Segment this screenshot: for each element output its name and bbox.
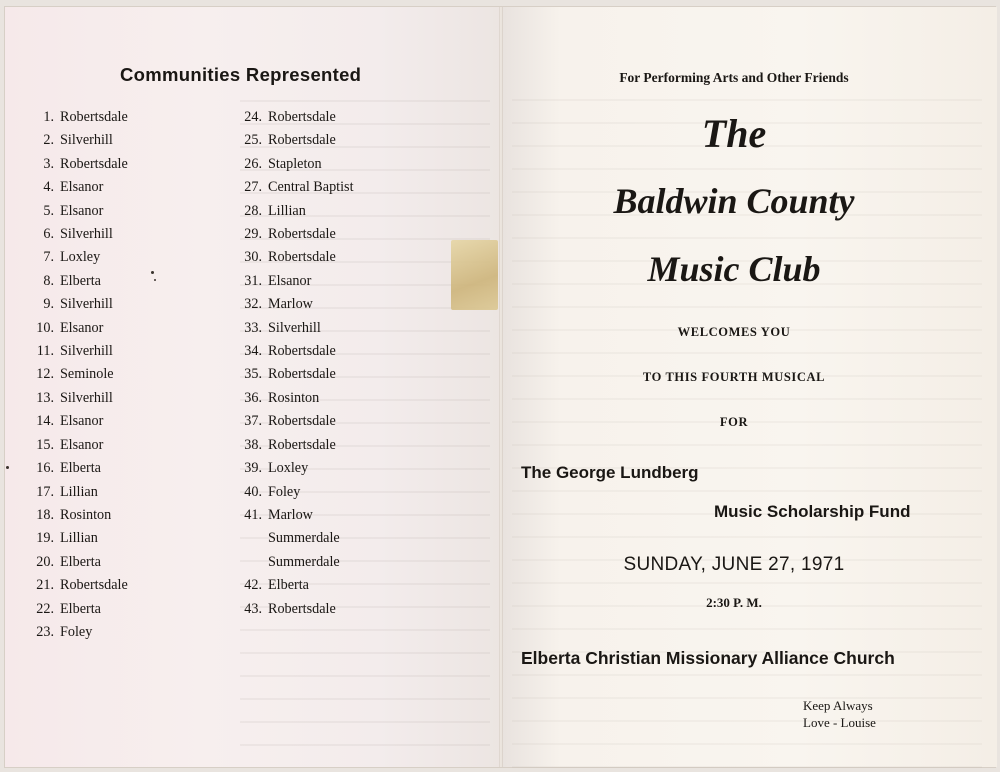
entry-community: Robertsdale (268, 249, 336, 266)
scholarship-fund: Music Scholarship Fund (714, 502, 911, 521)
entry-community: Lillian (60, 530, 98, 547)
entry-number: 1. (43, 109, 54, 125)
event-date: SUNDAY, JUNE 27, 1971 (623, 554, 845, 575)
community-entry (28, 106, 128, 129)
fourth-musical: TO THIS FOURTH MUSICAL (642, 370, 826, 384)
entry-number: 34. (244, 343, 262, 360)
friends-line: For Performing Arts and Other Friends (619, 70, 849, 85)
entry-number: 5. (43, 202, 54, 219)
entry-community: Elberta (60, 553, 101, 570)
entry-community: Robertsdale (268, 436, 336, 453)
community-entry (236, 317, 354, 340)
title-music-club: Music Club (647, 249, 821, 289)
entry-community: Loxley (60, 249, 101, 266)
community-entry (236, 457, 354, 480)
entry-community: Elberta (60, 600, 101, 617)
entry-number: 37. (244, 413, 262, 430)
community-entry (28, 200, 128, 223)
entry-number: 35. (244, 366, 262, 383)
community-entry (236, 129, 354, 152)
community-entry (28, 457, 128, 480)
entry-community: Elsanor (268, 272, 312, 289)
entry-number: 41. (244, 506, 262, 523)
welcomes-you: WELCOMES YOU (677, 325, 791, 339)
community-entry (28, 504, 128, 527)
community-entry (236, 293, 354, 316)
entry-number: 8. (43, 272, 54, 289)
entry-community: Loxley (268, 460, 309, 477)
entry-number: 10. (36, 319, 54, 336)
community-entry (28, 434, 128, 457)
entry-number: 42. (244, 577, 262, 594)
entry-community: Silverhill (60, 296, 113, 313)
entry-community: Silverhill (60, 389, 113, 406)
entry-community: Robertsdale (60, 109, 128, 125)
entry-number: 40. (244, 483, 262, 500)
entry-number: 16. (36, 460, 54, 477)
community-entry (28, 574, 128, 597)
entry-number: 21. (36, 577, 54, 594)
community-entry (236, 340, 354, 363)
community-entry (28, 246, 128, 269)
community-entry (28, 317, 128, 340)
community-entry (236, 434, 354, 457)
note-line-2: Love - Louise (803, 715, 876, 730)
entry-number: 7. (43, 249, 54, 266)
entry-number: 22. (36, 600, 54, 617)
entry-number: 29. (244, 226, 262, 243)
entry-community: Elberta (268, 577, 309, 594)
community-entry (28, 410, 128, 433)
community-entry (28, 363, 128, 386)
community-entry (28, 153, 128, 176)
entry-community: Seminole (60, 366, 114, 383)
entry-community: Robertsdale (268, 413, 336, 430)
entry-number: 4. (43, 179, 54, 196)
communities-column-2 (236, 106, 354, 621)
entry-community: Rosinton (268, 389, 320, 406)
entry-community: Robertsdale (268, 226, 336, 243)
community-entry (28, 387, 128, 410)
center-fold (499, 7, 503, 767)
community-entry (236, 223, 354, 246)
church-name: Elberta Christian Missionary Alliance Church (521, 648, 895, 668)
note-line-1: Keep Always (803, 698, 873, 713)
community-entry (236, 504, 354, 574)
event-time: 2:30 P. M. (706, 595, 762, 610)
entry-community: Robertsdale (268, 132, 336, 149)
community-entry (28, 481, 128, 504)
communities-column-1 (28, 106, 128, 644)
entry-number: 28. (244, 202, 262, 219)
lundberg-name: The George Lundberg (521, 463, 699, 482)
entry-community: Robertsdale (268, 600, 336, 617)
entry-community: Marlow (268, 296, 313, 313)
entry-community: Silverhill (60, 132, 113, 149)
community-entry (236, 270, 354, 293)
title-the: The (701, 111, 767, 156)
community-entry (28, 340, 128, 363)
ink-speck (6, 466, 9, 469)
entry-number: 26. (244, 155, 262, 172)
community-entry (236, 387, 354, 410)
entry-number: 24. (244, 109, 262, 125)
entry-community: Lillian (268, 202, 306, 219)
entry-number: 13. (36, 389, 54, 406)
entry-community: Robertsdale (268, 343, 336, 360)
entry-number: 14. (36, 413, 54, 430)
entry-community: Rosinton (60, 506, 112, 523)
communities-heading: Communities Represented (120, 64, 362, 85)
entry-number: 6. (43, 226, 54, 243)
entry-community: Elsanor (60, 413, 104, 430)
ink-speck (154, 279, 156, 281)
community-entry (28, 129, 128, 152)
community-entry (236, 153, 354, 176)
entry-community: Lillian (60, 483, 98, 500)
community-entry (236, 176, 354, 199)
title-baldwin-county: Baldwin County (613, 181, 855, 221)
entry-number: 18. (36, 506, 54, 523)
entry-community: Elsanor (60, 319, 104, 336)
entry-number: 39. (244, 460, 262, 477)
community-entry (28, 270, 128, 293)
entry-community: Robertsdale (60, 155, 128, 172)
entry-community: Central Baptist (268, 179, 354, 196)
for-line: FOR (719, 415, 749, 429)
community-entry (28, 293, 128, 316)
entry-community: Elberta (60, 272, 101, 289)
entry-number: 30. (244, 249, 262, 266)
community-entry (236, 574, 354, 597)
entry-number: 43. (244, 600, 262, 617)
entry-number: 33. (244, 319, 262, 336)
entry-community: Robertsdale (268, 366, 336, 383)
entry-number: 36. (244, 389, 262, 406)
community-entry (28, 176, 128, 199)
community-entry (28, 223, 128, 246)
entry-number: 23. (36, 623, 54, 640)
tape-stain (451, 240, 498, 310)
community-entry (28, 621, 128, 644)
entry-number: 19. (36, 530, 54, 547)
entry-number: 3. (43, 155, 54, 172)
entry-community: Marlow Summerdale Summerdale (268, 506, 340, 570)
entry-community: Foley (268, 483, 301, 500)
community-entry (236, 410, 354, 433)
entry-number: 20. (36, 553, 54, 570)
entry-community: Elsanor (60, 436, 104, 453)
entry-number: 12. (36, 366, 54, 383)
entry-number: 17. (36, 483, 54, 500)
entry-community: Elberta (60, 460, 101, 477)
community-entry (236, 106, 354, 129)
entry-community: Robertsdale (268, 109, 336, 125)
entry-number: 31. (244, 272, 262, 289)
entry-number: 38. (244, 436, 262, 453)
entry-number: 15. (36, 436, 54, 453)
community-entry (236, 200, 354, 223)
entry-community: Stapleton (268, 155, 322, 172)
community-entry (236, 246, 354, 269)
entry-community: Silverhill (60, 226, 113, 243)
entry-community: Silverhill (268, 319, 321, 336)
entry-number: 32. (244, 296, 262, 313)
community-entry (236, 481, 354, 504)
community-entry (28, 551, 128, 574)
entry-community: Silverhill (60, 343, 113, 360)
entry-community: Elsanor (60, 202, 104, 219)
entry-community: Elsanor (60, 179, 104, 196)
entry-number: 9. (43, 296, 54, 313)
community-entry (236, 598, 354, 621)
ink-speck (151, 271, 154, 274)
community-entry (236, 363, 354, 386)
entry-community: Foley (60, 623, 93, 640)
handwritten-note (803, 697, 876, 731)
community-entry (28, 527, 128, 550)
entry-number: 2. (43, 132, 54, 149)
entry-number: 11. (36, 343, 54, 360)
entry-number: 27. (244, 179, 262, 196)
entry-number: 25. (244, 132, 262, 149)
entry-community: Robertsdale (60, 577, 128, 594)
community-entry (28, 598, 128, 621)
